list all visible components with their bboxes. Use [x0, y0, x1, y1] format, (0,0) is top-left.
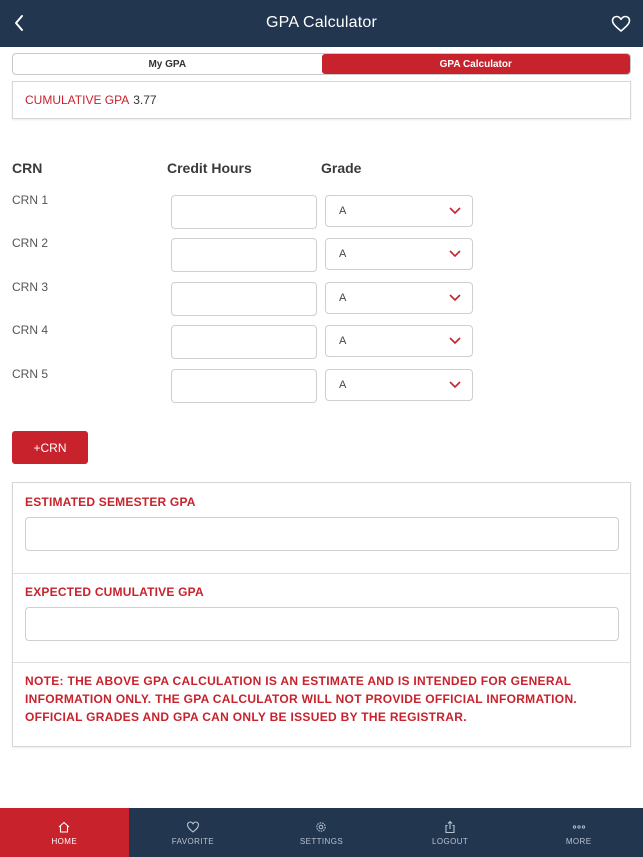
header-credit-hours: Credit Hours — [167, 160, 252, 176]
credit-hours-input[interactable] — [171, 282, 317, 316]
grade-value: A — [339, 335, 347, 347]
divider — [13, 573, 630, 574]
chevron-down-icon — [448, 336, 462, 346]
credit-hours-input[interactable] — [171, 238, 317, 272]
cumulative-gpa-value: 3.77 — [133, 93, 157, 107]
grade-select[interactable] — [325, 325, 473, 357]
top-bar — [0, 0, 643, 47]
page-title: GPA Calculator — [266, 14, 377, 31]
grade-value: A — [339, 379, 347, 391]
grade-select[interactable] — [325, 282, 473, 314]
credit-hours-input[interactable] — [171, 369, 317, 403]
tab-label: SETTINGS — [299, 836, 344, 846]
home-icon — [57, 820, 71, 834]
tab-logout[interactable] — [386, 808, 515, 857]
grade-value: A — [339, 205, 347, 217]
credit-hours-input[interactable] — [171, 195, 317, 229]
crn-row — [0, 280, 643, 316]
crn-row — [0, 323, 643, 359]
chevron-down-icon — [448, 206, 462, 216]
tab-my-gpa[interactable]: My GPA — [148, 58, 187, 70]
disclaimer-note: NOTE: THE ABOVE GPA CALCULATION IS AN ESTIMATE AND IS INTENDED FOR GENERAL INFORMATION ONLY. THE GPA CALCULATOR WILL NOT PROVIDE OFFICIAL INFORMATION. OFFICIAL GRADES AND GPA CAN ONLY BE ISSUED BY THE REGISTRAR. — [25, 674, 578, 724]
tab-more[interactable] — [514, 808, 643, 857]
bottom-tab-bar — [0, 808, 643, 857]
favorite-button[interactable] — [609, 12, 633, 36]
heart-icon — [186, 820, 200, 834]
grade-select[interactable] — [325, 195, 473, 227]
divider — [13, 662, 630, 663]
grade-value: A — [339, 292, 347, 304]
tab-label: MORE — [565, 836, 592, 846]
crn-row — [0, 193, 643, 229]
share-icon — [443, 820, 457, 834]
tab-label: FAVORITE — [171, 836, 214, 846]
expected-cumulative-gpa-field[interactable] — [25, 607, 619, 641]
add-crn-button[interactable]: +CRN — [12, 431, 88, 464]
tab-gpa-calculator[interactable]: GPA Calculator — [322, 54, 631, 74]
crn-row — [0, 236, 643, 272]
cumulative-gpa-label: CUMULATIVE GPA — [25, 93, 130, 107]
crn-label: CRN 2 — [12, 236, 49, 250]
expected-cumulative-gpa-label: EXPECTED CUMULATIVE GPA — [25, 585, 204, 599]
segmented-control — [12, 53, 631, 75]
chevron-down-icon — [448, 249, 462, 259]
tab-home[interactable] — [0, 808, 129, 857]
tab-settings[interactable] — [257, 808, 386, 857]
crn-label: CRN 3 — [12, 280, 49, 294]
tab-label: HOME — [51, 836, 78, 846]
column-headers — [0, 160, 643, 180]
chevron-down-icon — [448, 380, 462, 390]
more-icon — [572, 820, 586, 834]
estimated-semester-gpa-label: ESTIMATED SEMESTER GPA — [25, 495, 196, 509]
crn-label: CRN 1 — [12, 193, 49, 207]
grade-value: A — [339, 248, 347, 260]
estimated-semester-gpa-field[interactable] — [25, 517, 619, 551]
chevron-down-icon — [448, 293, 462, 303]
heart-icon — [611, 15, 631, 33]
crn-label: CRN 4 — [12, 323, 49, 337]
credit-hours-input[interactable] — [171, 325, 317, 359]
cumulative-gpa-card — [12, 81, 631, 119]
crn-row — [0, 367, 643, 403]
gear-icon — [314, 820, 328, 834]
tab-favorite[interactable] — [129, 808, 258, 857]
tab-label: LOGOUT — [431, 836, 469, 846]
grade-select[interactable] — [325, 369, 473, 401]
grade-select[interactable] — [325, 238, 473, 270]
header-grade: Grade — [321, 160, 362, 176]
crn-label: CRN 5 — [12, 367, 49, 381]
estimate-card — [12, 482, 631, 747]
header-crn: CRN — [12, 160, 43, 176]
